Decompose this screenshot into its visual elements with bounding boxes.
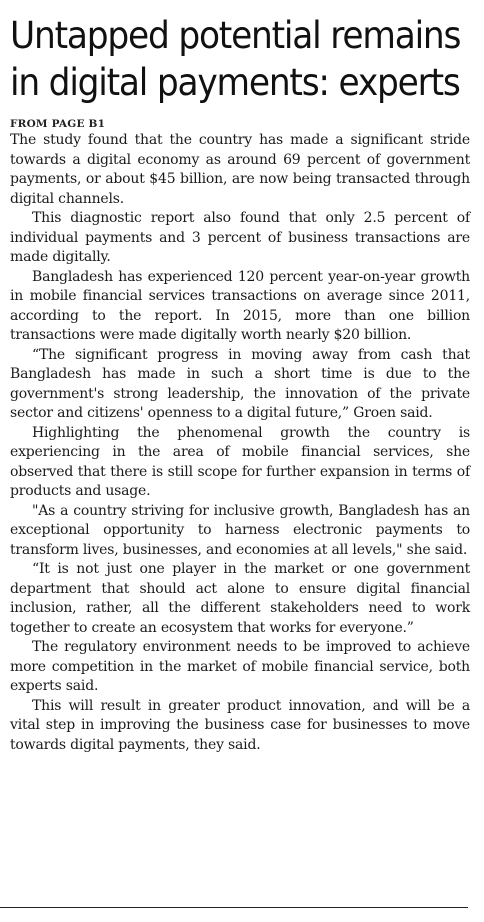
article-body [10,131,470,755]
paragraph: “It is not just one player in the market or one government department that should act alone to ensure digital financial inclusion, rather, all the different stakeholders need to work together to create an ecosystem that works for everyone.” [10,561,470,636]
continued-from-label: FROM PAGE B1 [10,118,106,130]
news-article [10,12,470,755]
paragraph: The study found that the country has made a significant stride towards a digital economy as around 69 percent of government payments, or about $45 billion, are now being transacted through digital channels. [10,132,470,207]
article-headline [10,12,461,106]
headline-line-2: in digital payments: experts [10,61,460,104]
paragraph: This will result in greater product innovation, and will be a vital step in improving the business case for businesses to move towards digital payments, they said. [10,697,470,753]
paragraph: Highlighting the phenomenal growth the country is experiencing in the area of mobile financial services, she observed that there is still scope for further expansion in terms of products and usage. [10,424,470,499]
paragraph: Bangladesh has experienced 120 percent year-on-year growth in mobile financial services transactions on average since 2011, according to the report. In 2015, more than one billion transactions were made digitally worth nearly $20 billion. [10,268,470,343]
paragraph: "As a country striving for inclusive growth, Bangladesh has an exceptional opportunity to harness electronic payments to transform lives, businesses, and economies at all levels," she said. [10,502,470,558]
paragraph: The regulatory environment needs to be improved to achieve more competition in the market of mobile financial service, both experts said. [10,639,470,694]
bottom-divider [0,907,468,908]
paragraph: This diagnostic report also found that only 2.5 percent of individual payments and 3 percent of business transactions are made digitally. [10,210,470,265]
paragraph: “The significant progress in moving away from cash that Bangladesh has made in such a short time is due to the government's strong leadership, the innovation of the private sector and citizens' openness to a digital future,” Groen said. [10,346,470,421]
headline-line-1: Untapped potential remains [10,14,461,57]
